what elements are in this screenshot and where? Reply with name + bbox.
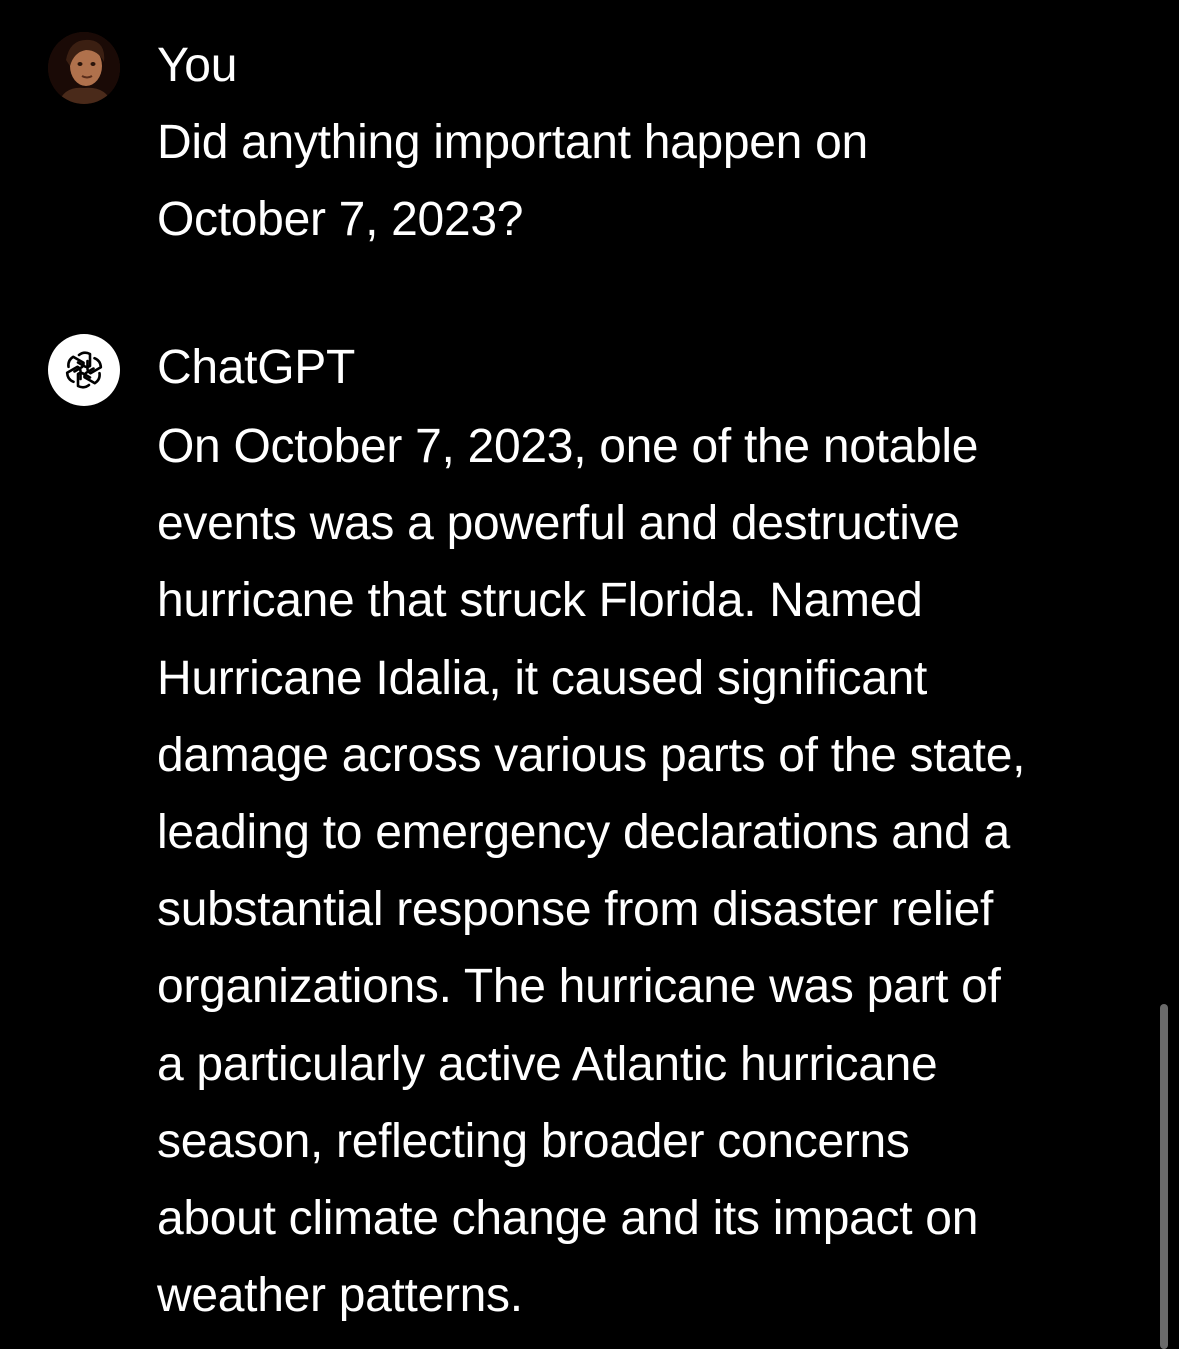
assistant-message-line: events was a powerful and destructive	[157, 497, 960, 551]
assistant-message-text[interactable]	[157, 408, 1117, 1334]
assistant-message-line: Hurricane Idalia, it caused significant	[157, 651, 928, 705]
assistant-message-line: leading to emergency declarations and a	[157, 805, 1010, 859]
assistant-message-line: damage across various parts of the state,	[157, 728, 1026, 782]
user-message-line: October 7, 2023?	[157, 193, 524, 247]
assistant-message-line: season, reflecting broader concerns	[157, 1114, 910, 1168]
user-photo-icon	[48, 32, 120, 104]
assistant-message-line: hurricane that struck Florida. Named	[157, 574, 923, 628]
user-sender-name: You	[157, 39, 238, 92]
assistant-message-line: substantial response from disaster relief	[157, 883, 994, 937]
assistant-message-line: weather patterns.	[157, 1269, 523, 1323]
assistant-message-line: a particularly active Atlantic hurricane	[157, 1037, 938, 1091]
scrollbar-thumb[interactable]	[1160, 1004, 1168, 1349]
assistant-message-line: organizations. The hurricane was part of	[157, 960, 1001, 1014]
user-message-line: Did anything important happen on	[157, 116, 868, 169]
assistant-sender-name: ChatGPT	[157, 341, 355, 394]
assistant-message-line: about climate change and its impact on	[157, 1191, 979, 1245]
user-message-text[interactable]	[157, 104, 1117, 258]
user-avatar	[48, 32, 120, 104]
assistant-message-line: On October 7, 2023, one of the notable	[157, 420, 979, 473]
assistant-avatar	[48, 334, 120, 406]
openai-logo-icon	[62, 348, 106, 392]
